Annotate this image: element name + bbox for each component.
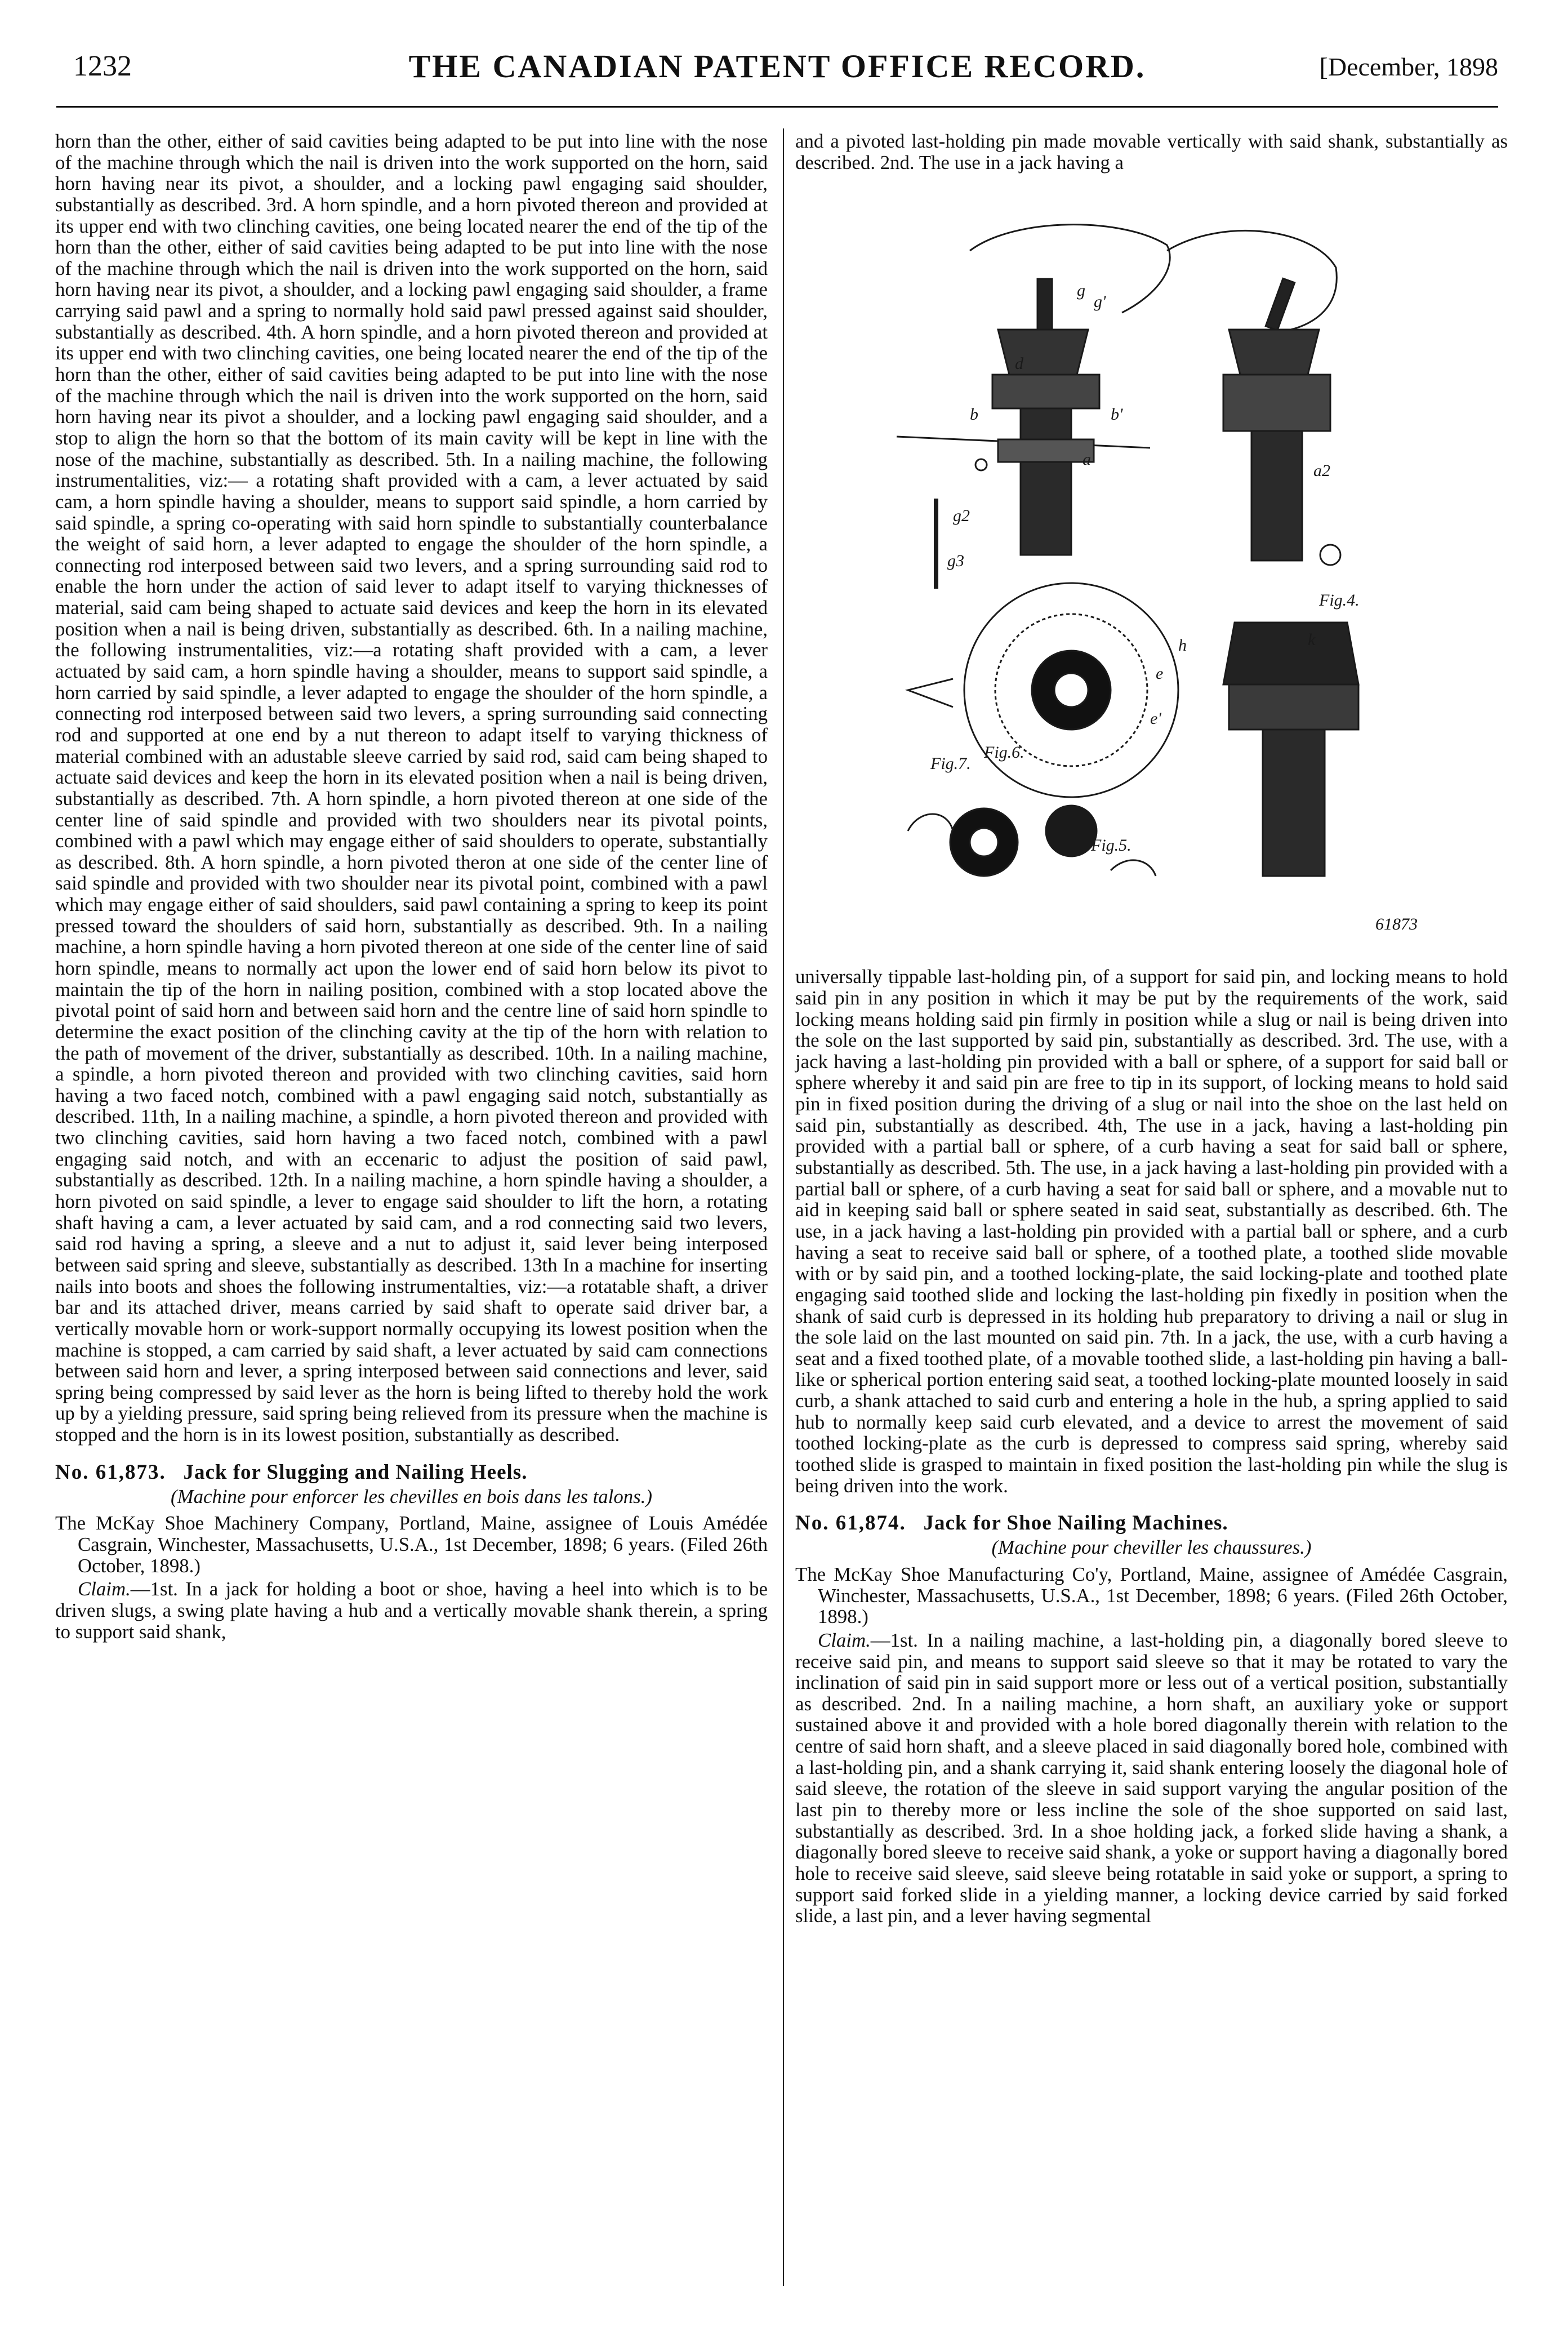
svg-text:g3: g3: [947, 552, 964, 571]
shank: [1021, 408, 1071, 555]
last-outline-right: [1167, 231, 1337, 330]
fig5-part: [1111, 860, 1156, 876]
svg-text:k: k: [1308, 630, 1316, 650]
claim-label: Claim.: [818, 1629, 871, 1651]
claim-text: —1st. In a nailing machine, a last-holding pin, a diagonally bored sleeve to receive said pin, and means to support said sleeve so that it may be rotated to vary the inclination of said pin in said support more or less out of a vertical position, substantially as described. 2nd. In a nailing machine, a horn shaft, an auxiliary yoke or support sustained above it and provided with a hole bored diagonally therein with relation to the centre of said horn shaft, and a sleeve placed in said diagonally bored hole, combined with a last-holding pin, and a shank carrying it, said shank entering loosely the diagonal hole of said sleeve, the rotation of the sleeve in said support varying the angular position of the last pin to thereby more or less incline the sole of the shoe supported on said last, substantially as described. 3rd. In a shoe holding jack, a forked slide having a shank, a diagonally bored sleeve to receive said shank, a yoke or support having a diagonally bored hole to receive said sleeve, said sleeve being rotatable in said yoke or support, a spring to support said forked slide in a yielding manner, a locking device carried by said forked slide, a last pin, and a lever having segmental: [795, 1629, 1508, 1927]
right-column: [795, 131, 1508, 1927]
patent-entry-61874: [795, 1512, 1508, 1927]
tipped-pin: [1266, 279, 1294, 331]
ball-seat: [998, 330, 1088, 375]
hub: [998, 439, 1094, 462]
patent-drawing-illustration: [885, 183, 1418, 910]
entry-french-title: (Machine pour cheviller les chaussures.): [991, 1536, 1312, 1559]
claims-continuation-top: and a pivoted last-holding pin made movable vertically with said shank, substantially as described. 2nd. The use in a jack having a: [795, 130, 1508, 174]
pin: [1037, 279, 1052, 330]
entry-french-title: (Machine pour enforcer les chevilles en bois dans les talons.): [171, 1485, 652, 1508]
fig7-part: [908, 814, 953, 831]
entry-assignee: The McKay Shoe Manufacturing Co'y, Portland, Maine, assignee of Amédée Casgrain, Winchester, Massachusetts, U.S.A., 1st December, 1898; 6 years. (Filed 26th October, 1898.): [795, 1563, 1508, 1628]
svg-text:b: b: [970, 405, 978, 424]
svg-text:a: a: [1083, 450, 1091, 469]
drawing-number: 61873: [1375, 915, 1418, 934]
claim-text: —1st. In a jack for holding a boot or shoe, having a heel into which is to be driven slugs, a swing plate having a hub and a vertically movable shank therein, a spring to support said shank,: [55, 1578, 768, 1643]
svg-text:g2: g2: [953, 506, 970, 526]
header-rule: [56, 106, 1498, 108]
entry-title: Jack for Shoe Nailing Machines.: [923, 1511, 1228, 1535]
left-column: [55, 131, 768, 1642]
entry-heading: [795, 1512, 1508, 1535]
patent-drawing: [795, 183, 1508, 955]
entry-claim: [55, 1578, 768, 1642]
page-number: 1232: [73, 50, 132, 82]
claims-continuation: horn than the other, either of said cavities being adapted to be put into line with the nose of the machine through which the nail is driven into the work supported on the horn, said horn having near its pivot, a shoulder, and a locking pawl engaging said shoulder, substantially as described. 3rd. A horn spindle, and a horn pivoted thereon and provided at its upper end with two clinching cavities, one being located nearer the end of the tip of the horn than the other, either of said cavities being adapted to be put into line with the nose of the machine through which the nail is driven into the work supported on the horn, said horn having near its pivot, a shoulder, and a locking pawl engaging said shoulder, a frame carrying said pawl and a spring to normally hold said pawl pressed against said shoulder, substantially as described. 4th. A horn spindle, and a horn pivoted thereon and provided at its upper end with two clinching cavities, one being located nearer the end of the tip of the horn than the other, either of said cavities being adapted to be put into line with the nose of the machine through which the nail is driven into the work supported on the horn, said horn having near its pivot a shoulder, and a locking pawl engaging said shoulder, and a stop to align the horn so that the bottom of its main cavity will be kept in line with the nose of the machine, substantially as described. 5th. In a nailing machine, the following instrumentalities, viz:— a rotating shaft provided with a cam, a lever actuated by said cam, a horn spindle having a shoulder, means to support said spindle, a horn carried by said spindle, a spring co-operating with said horn spindle to substantially counterbalance the weight of said horn, a lever adapted to engage the shoulder of the horn spindle, a connecting rod interposed between said two levers, and a spring surrounding said rod to enable the horn under the action of said lever to adapt itself to varying thicknesses of material, said cam being shaped to actuate said devices and keep the horn in its elevated position when a nail is being driven, substantially as described. 6th. In a nailing machine, the following instrumentalities, viz:—a rotating shaft provided with a cam, a lever actuated by said cam, a horn spindle having a shoulder, means to support said spindle, a horn carried by said spindle, a lever adapted to engage the shoulder of the horn spindle, a connecting rod interposed between said two levers, a spring surrounding said connecting rod and supported at one end by a nut thereon to adapt itself to varying thickness of material combined with an adustable sleeve carried by said rod, said cam being shaped to actuate said devices and keep the horn in its elevated position when a nail is being driven, substantially as described. 7th. A horn spindle, a horn pivoted thereon at one side of the center line of said spindle and provided with two shoulders near its pivotal points, combined with a pawl which may engage either of said shoulders to operate, substantially as described. 8th. A horn spindle, a horn pivoted theron at one side of the center line of said spindle and provided with two shoulder near its pivotal point, combined with a pawl which may engage either of said shoulders, said pawl containing a spring to keep its point pressed toward the shoulders of said horn, substantially as described. 9th. In a nailing machine, a horn spindle having a horn pivoted thereon at one side of the center line of said horn spindle, means to normally act upon the lower end of said horn below its pivot to maintain the tip of the horn in nailing position, combined with a stop located above the pivotal point of said horn and between said horn and the centre line of said horn spindle to determine the exact position of the clinching cavity at the tip of the horn with relation to the path of movement of the driver, substantially as described. 10th. In a nailing machine, a spindle, a horn pivoted thereon and provided with two clinching cavities, said horn having a two faced notch, combined with a pawl engaging said notch, substantially as described. 11th, In a nailing machine, a spindle, a horn pivoted thereon and provided with two clinching cavities, said horn having a two faced notch, combined with a pawl engaging said notch, and with an eccenaric to adjust the position of said pawl, substantially as described. 12th. In a nailing machine, a horn spindle having a shoulder, a horn pivoted on said spindle, a lever to engage said shoulder to lift the horn, a rotating shaft having a cam, a lever actuated by said cam, and a rod connecting said two levers, said rod having a spring, a sleeve and a nut to adjust it, said lever being interposed between said spring and sleeve, substantially as described. 13th In a machine for inserting nails into boots and shoes the following instrumentalties, viz:—a rotatable shaft, a driver bar and its attached driver, means carried by said shaft to operate said driver bar, a vertically movable horn or work-support normally occupying its lowest position when the machine is stopped, a cam carried by said shaft, a lever actuated by said cam connections between said horn and lever, a spring interposed between said connections and lever, said spring being compressed by said lever as the horn is being lifted to thereby hold the work up by a yielding pressure, said spring being relieved from its pressure when the machine is stopped and the horn is in its lowest position, substantially as described.: [55, 130, 768, 1446]
entry-assignee: The McKay Shoe Machinery Company, Portland, Maine, assignee of Louis Amédée Casgrain, Winchester, Massachusetts, U.S.A., 1st December, 1898; 6 years. (Filed 26th October, 1898.): [55, 1512, 768, 1577]
entry-heading: [55, 1461, 768, 1484]
svg-text:b': b': [1111, 405, 1123, 424]
entry-title: Jack for Slugging and Nailing Heels.: [183, 1460, 528, 1484]
page-header: [56, 44, 1498, 95]
svg-text:e: e: [1156, 664, 1164, 683]
last-outline: [970, 225, 1170, 313]
svg-text:Fig.4.: Fig.4.: [1319, 591, 1360, 610]
ball: [1046, 806, 1097, 856]
entry-number: No. 61,873.: [55, 1460, 166, 1484]
entry-number: No. 61,874.: [795, 1511, 906, 1535]
claim-label: Claim.: [78, 1578, 131, 1600]
curb: [992, 375, 1099, 408]
svg-text:Fig.5.: Fig.5.: [1091, 836, 1132, 855]
patent-entry-61873: [55, 1461, 768, 1643]
svg-text:d: d: [1015, 354, 1023, 373]
svg-text:e': e': [1150, 709, 1161, 728]
svg-text:a2: a2: [1313, 461, 1330, 481]
entry-claim: [795, 1630, 1508, 1927]
column-divider: [783, 128, 784, 2286]
svg-text:Fig.6.: Fig.6.: [984, 743, 1024, 762]
issue-date: [December, 1898: [1319, 52, 1498, 81]
pivot: [975, 459, 987, 470]
svg-text:g': g': [1094, 292, 1106, 312]
claims-continuation-bottom: universally tippable last-holding pin, of a support for said pin, and locking means to hold said pin in any position in which it may be put by the requirements of the work, said locking means holding said pin firmly in position while a slug or nail is being driven into the sole on the last supported by said pin, substantially as described. 3rd. The use, with a jack having a last-holding pin provided with a ball or sphere, of a support for said ball or sphere whereby it and said pin are free to tip in its support, of locking means to hold said pin in fixed position during the driving of a slug or nail into the shoe on the last held on said pin, substantially as described. 4th, The use in a jack, having a last-holding pin provided with a partial ball or sphere, of a curb having a seat for said ball or sphere, substantially as described. 5th. The use, in a jack having a last-holding pin provided with a partial ball or sphere, of a curb having a seat for said ball or sphere, and a movable nut to aid in keeping said ball or sphere seated in said seat, substantially as described. 6th. The use, in a jack having a last-holding pin provided with a partial ball or sphere, and a curb having a seat to receive said ball or sphere, of a toothed plate, a toothed slide movable with or by said pin, and a toothed locking-plate, the said locking-plate and toothed plate engaging said toothed slide and locking the last-holding pin fixedly in position when the shank of said curb is depressed in its holding hub preparatory to driving a nail or slug in the sole laid on the last mounted on said pin. 7th. In a jack, the use, with a curb having a seat and a fixed toothed plate, of a movable toothed slide, a last-holding pin having a ball-like or spherical portion entering said seat, a toothed locking-plate mounted loosely in said curb, a shank attached to said curb and entering a hole in the hub, a spring applied to said hub to normally keep said curb elevated, and a device to arrest the movement of said toothed locking-plate as the curb is depressed to compress said spring, whereby said toothed slide is grasped to maintain in fixed position the last-holding pin while the slug is being driven into the work.: [795, 966, 1508, 1497]
section-head: [1223, 622, 1358, 684]
svg-text:h: h: [1178, 636, 1187, 655]
svg-text:Fig.7.: Fig.7.: [930, 754, 971, 773]
running-title: THE CANADIAN PATENT OFFICE RECORD.: [408, 48, 1146, 85]
svg-text:g: g: [1077, 281, 1085, 300]
